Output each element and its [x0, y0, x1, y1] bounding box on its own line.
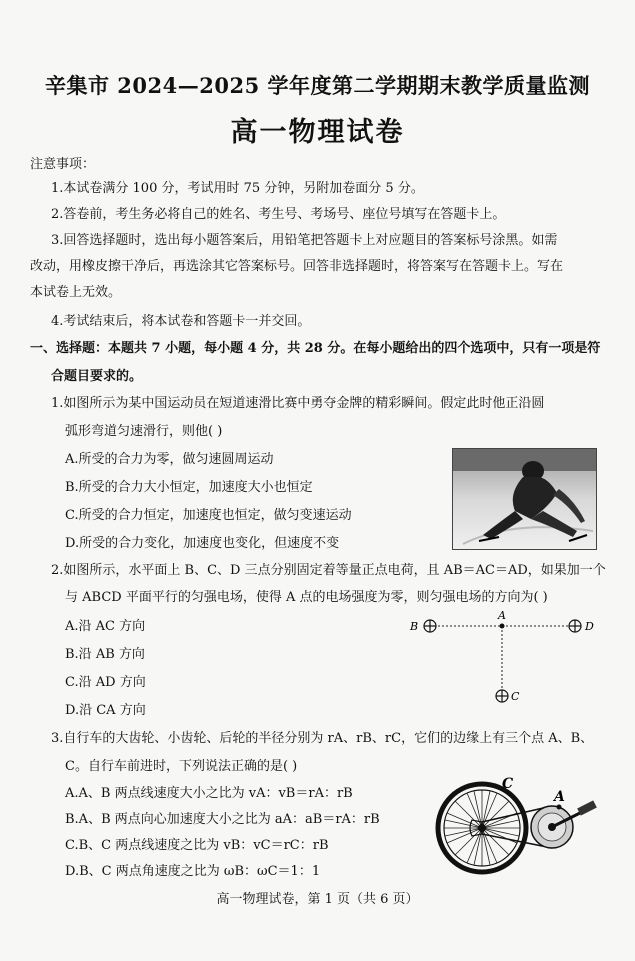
point-a-dot — [557, 805, 562, 810]
note-item: 改动，用橡皮擦干净后，再选涂其它答案标号。回答非选择题时，将答案写在答题卡上。写在 — [30, 259, 564, 274]
q2-stem-cont: 与 ABCD 平面平行的匀强电场，使得 A 点的电场强度为零，则匀强电场的方向为( ) — [65, 590, 548, 605]
bicycle-gear-diagram — [432, 770, 612, 880]
section-heading: 一、选择题：本题共 7 小题，每小题 4 分，共 28 分。在每小题给出的四个选项中，只有一项是符 — [30, 341, 601, 356]
exam-subject-title: 高一物理试卷 — [230, 117, 405, 148]
charge-diagram — [400, 608, 610, 708]
q2-option-d: D.沿 CA 方向 — [65, 703, 146, 718]
q3-option-c: C.B、C 两点线速度之比为 vB：vC＝rC：rB — [65, 838, 329, 853]
q1-option-b: B.所受的合力大小恒定，加速度大小也恒定 — [65, 480, 313, 495]
section-heading-cont: 合题目要求的。 — [51, 369, 143, 384]
note-item: 本试卷上无效。 — [30, 285, 122, 300]
q2-option-a: A.沿 AC 方向 — [65, 619, 146, 634]
exam-header-title: 辛集市 2024—2025 学年度第二学期期末教学质量监测 — [44, 73, 590, 98]
note-item: 1.本试卷满分 100 分，考试用时 75 分钟，另附加卷面分 5 分。 — [51, 181, 424, 196]
label-a: A — [498, 609, 506, 622]
speed-skater-photo — [452, 448, 597, 550]
q2-option-c: C.沿 AD 方向 — [65, 675, 146, 690]
label-c: C — [511, 690, 520, 703]
note-item: 2.答卷前，考生务必将自己的姓名、考生号、考场号、座位号填写在答题卡上。 — [51, 207, 506, 222]
label-d: D — [585, 620, 594, 633]
label-c: C — [502, 776, 514, 792]
q3-stem: 3.自行车的大齿轮、小齿轮、后轮的半径分别为 rA、rB、rC，它们的边缘上有三个点 A、B、 — [51, 731, 594, 746]
notes-heading: 注意事项： — [30, 157, 96, 172]
q3-stem-cont: C。自行车前进时，下列说法正确的是( ) — [65, 759, 298, 774]
note-item: 3.回答选择题时，选出每小题答案后，用铅笔把答题卡上对应题目的答案标号涂黑。如需 — [51, 233, 558, 248]
q1-option-c: C.所受的合力恒定，加速度也恒定，做匀变速运动 — [65, 508, 352, 523]
q3-option-a: A.A、B 两点线速度大小之比为 vA：vB＝rA：rB — [65, 786, 353, 801]
label-b: B — [410, 620, 419, 633]
speed-skater-image — [453, 449, 596, 549]
q1-stem: 1.如图所示为某中国运动员在短道速滑比赛中勇夺金牌的精彩瞬间。假定此时他正沿圆 — [51, 396, 545, 411]
q1-stem-cont: 弧形弯道匀速滑行，则他( ) — [65, 424, 223, 439]
point-a-dot — [500, 624, 505, 629]
q1-option-d: D.所受的合力变化，加速度也变化，但速度不变 — [65, 536, 340, 551]
q2-stem: 2.如图所示，水平面上 B、C、D 三点分别固定着等量正点电荷，且 AB＝AC＝AD，如果加一个 — [51, 563, 606, 578]
q2-option-b: B.沿 AB 方向 — [65, 647, 145, 662]
note-item: 4.考试结束后，将本试卷和答题卡一并交回。 — [51, 314, 311, 329]
page-footer: 高一物理试卷，第 1 页（共 6 页） — [216, 892, 419, 907]
label-a: A — [554, 789, 565, 805]
q3-option-b: B.A、B 两点向心加速度大小之比为 aA：aB＝rA：rB — [65, 812, 380, 827]
q1-option-a: A.所受的合力为零，做匀速圆周运动 — [65, 452, 274, 467]
charge-b-icon — [424, 620, 436, 632]
charge-c-icon — [496, 690, 508, 702]
q3-option-d: D.B、C 两点角速度之比为 ωB：ωC＝1：1 — [65, 864, 321, 879]
charge-d-icon — [569, 620, 581, 632]
